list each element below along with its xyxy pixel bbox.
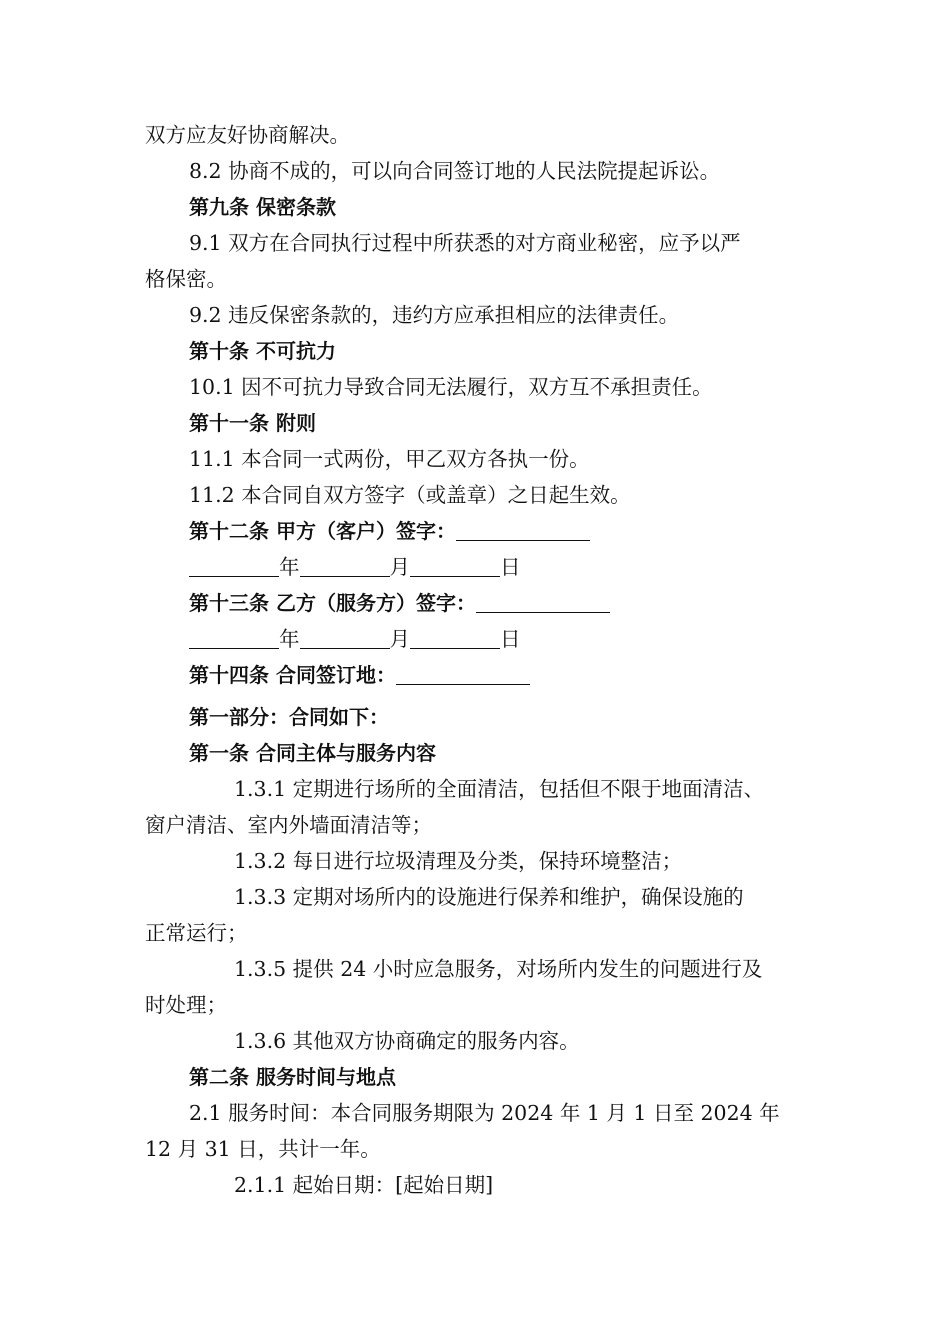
year-label: 年 (279, 555, 300, 579)
year-label: 年 (279, 627, 300, 651)
month-label: 月 (389, 627, 410, 651)
party-a-date-line (189, 549, 521, 585)
article-heading: 第九条 保密条款 (189, 195, 336, 219)
party-a-signature-blank[interactable] (456, 518, 590, 541)
text-line: 1.3.3 定期对场所内的设施进行保养和维护，确保设施的 (234, 885, 744, 909)
party-b-signature-line (189, 585, 610, 621)
month-label: 月 (389, 555, 410, 579)
month-blank[interactable] (300, 626, 390, 649)
day-blank[interactable] (410, 554, 500, 577)
month-blank[interactable] (300, 554, 390, 577)
text-line: 9.1 双方在合同执行过程中所获悉的对方商业秘密，应予以严 (189, 231, 741, 255)
signing-place-line (189, 657, 530, 693)
text-line: 2.1.1 起始日期：[起始日期] (234, 1173, 494, 1197)
day-label: 日 (500, 627, 521, 651)
party-b-signature-label: 第十三条 乙方（服务方）签字： (189, 591, 476, 615)
party-b-signature-blank[interactable] (476, 590, 610, 613)
year-blank[interactable] (189, 626, 279, 649)
text-line: 11.2 本合同自双方签字（或盖章）之日起生效。 (189, 483, 631, 507)
text-line: 12 月 31 日，共计一年。 (145, 1137, 381, 1161)
text-line: 1.3.5 提供 24 小时应急服务，对场所内发生的问题进行及 (234, 957, 763, 981)
article-heading: 第一条 合同主体与服务内容 (189, 741, 436, 765)
day-label: 日 (500, 555, 521, 579)
text-line: 1.3.1 定期进行场所的全面清洁，包括但不限于地面清洁、 (234, 777, 765, 801)
text-line: 9.2 违反保密条款的，违约方应承担相应的法律责任。 (189, 303, 680, 327)
article-heading: 第二条 服务时间与地点 (189, 1065, 396, 1089)
text-line: 窗户清洁、室内外墙面清洁等； (145, 813, 432, 837)
signing-place-label: 第十四条 合同签订地： (189, 663, 396, 687)
article-heading: 第十条 不可抗力 (189, 339, 336, 363)
text-line: 8.2 协商不成的，可以向合同签订地的人民法院提起诉讼。 (189, 159, 721, 183)
year-blank[interactable] (189, 554, 279, 577)
text-line: 11.1 本合同一式两份，甲乙双方各执一份。 (189, 447, 590, 471)
text-line: 时处理； (145, 993, 227, 1017)
text-line: 10.1 因不可抗力导致合同无法履行，双方互不承担责任。 (189, 375, 713, 399)
text-line: 格保密。 (145, 267, 227, 291)
text-line: 1.3.6 其他双方协商确定的服务内容。 (234, 1029, 580, 1053)
text-line: 1.3.2 每日进行垃圾清理及分类，保持环境整洁； (234, 849, 683, 873)
text-line: 双方应友好协商解决。 (145, 123, 350, 147)
article-heading: 第十一条 附则 (189, 411, 316, 435)
text-line: 2.1 服务时间：本合同服务期限为 2024 年 1 月 1 日至 2024 年 (189, 1101, 780, 1125)
party-a-signature-label: 第十二条 甲方（客户）签字： (189, 519, 456, 543)
party-b-date-line (189, 621, 521, 657)
day-blank[interactable] (410, 626, 500, 649)
text-line: 正常运行； (145, 921, 248, 945)
party-a-signature-line (189, 513, 590, 549)
signing-place-blank[interactable] (396, 662, 530, 685)
section-heading: 第一部分：合同如下： (189, 705, 389, 729)
